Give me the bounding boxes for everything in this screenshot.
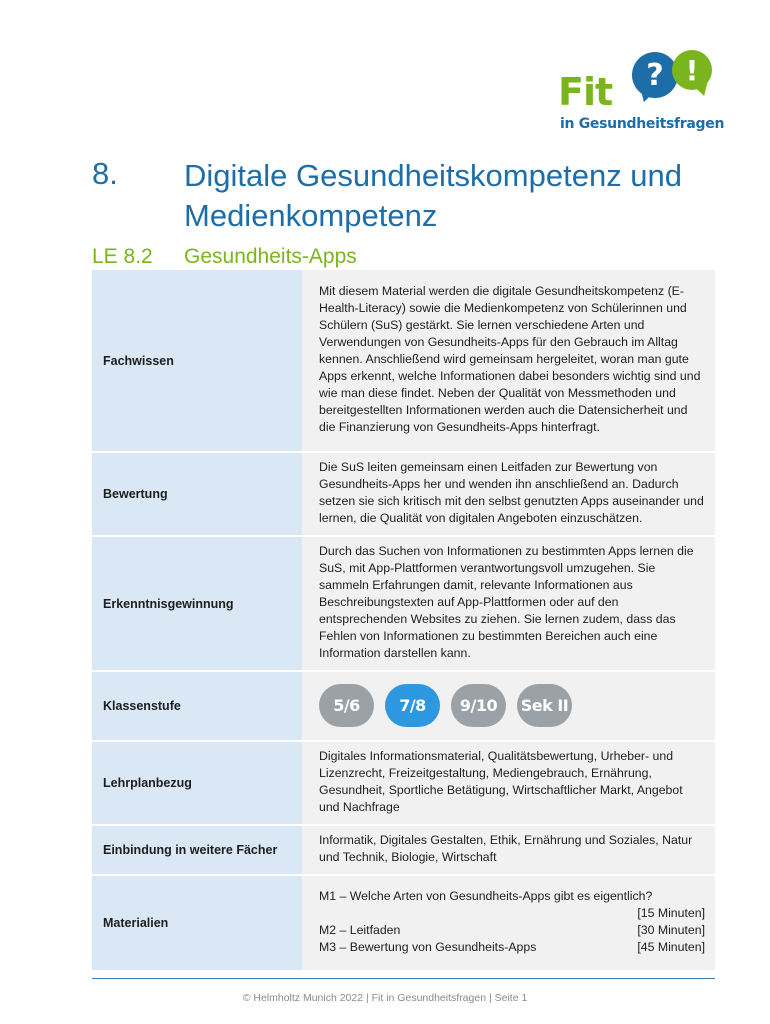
material-m3-time: [45 Minuten] [637,940,705,954]
logo-tagline: in Gesundheitsfragen [560,116,725,132]
row-label: Bewertung [92,452,302,536]
grade-pills [319,679,705,732]
logo-brand: Fit [558,70,613,114]
row-lehrplanbezug [92,741,715,825]
row-value [302,875,715,971]
row-label: Lehrplanbezug [92,741,302,825]
row-klassenstufe [92,671,715,741]
row-value [302,452,715,536]
row-label: Fachwissen [92,270,302,452]
row-label: Erkenntnisgewinnung [92,536,302,671]
row-value [302,825,715,875]
chapter-number: 8. [92,156,118,191]
bewertung-text: Die SuS leiten gemeinsam einen Leitfaden zur Bewertung von Gesundheits-Apps her und wenden ihn anschließend an. Dadurch setzen sie sich kritisch mit den selbst genutzten Apps auseinander und lernen, die Qualität von digitalen Angeboten einzuschätzen. [319,460,704,525]
chapter-title-line2: Medienkompetenz [184,198,438,233]
row-value [302,270,715,452]
chapter-title-line1: Digitale Gesundheitskompetenz und [184,158,683,193]
info-table [92,270,715,972]
page-footer: © Helmholtz Munich 2022 | Fit in Gesundheitsfragen | Seite 1 [242,992,528,1004]
question-mark: ? [646,57,664,93]
row-bewertung [92,452,715,536]
row-label: Klassenstufe [92,671,302,741]
row-label: Materialien [92,875,302,971]
footer-rule [92,978,715,979]
row-label: Einbindung in weitere Fächer [92,825,302,875]
unit-title: Gesundheits-Apps [184,245,357,268]
row-value [302,741,715,825]
row-fachwissen [92,270,715,452]
material-m3: M3 – Bewertung von Gesundheits-Apps [319,940,537,954]
fachwissen-text: Mit diesem Material werden die digitale Gesundheitskompetenz (E-Health-Literacy) sowie die Medienkompetenz von Schülerinnen und Schülern (SuS) gestärkt. Sie lernen verschiedene Arten und Verwendungen von Gesundheits-Apps für den Gebrauch im Alltag kennen. Anschließend wird gemeinsam hergeleitet, woran man gute Apps erkennt, welche Informationen dabei besonders wichtig sind und wie man diese findet. Neben der Qualität von Messmethoden und bereitgestellten Informationen werden auch die Datensicherheit und die Finanzierung von Gesundheits-Apps hinterfragt. [319,284,701,434]
chapter-title [184,156,744,236]
material-m2: M2 – Leitfaden [319,923,401,937]
row-value [302,671,715,741]
material-m2-row [319,922,705,939]
exclamation-mark: ! [685,53,699,87]
unit-number: LE 8.2 [92,245,153,268]
lehrplan-text: Digitales Informationsmaterial, Qualitätsbewertung, Urheber- und Lizenzrecht, Freizeitgestaltung, Mediengebrauch, Ernährung, Gesundheit, Sportliche Betätigung, Wirtschaftlicher Markt, Angebot und Nachfrage [319,749,683,814]
logo [558,48,728,138]
grade-pill-7-8-active: 7/8 [385,684,440,727]
row-erkenntnisgewinnung [92,536,715,671]
material-m1: M1 – Welche Arten von Gesundheits-Apps gibt es eigentlich? [319,889,653,903]
grade-pill-9-10: 9/10 [451,684,506,727]
material-m3-row [319,939,705,956]
grade-pill-5-6: 5/6 [319,684,374,727]
row-materialien [92,875,715,971]
material-m1-time: [15 Minuten] [637,906,705,920]
row-faecher [92,825,715,875]
faecher-text: Informatik, Digitales Gestalten, Ethik, Ernährung und Soziales, Natur und Technik, Biologie, Wirtschaft [319,833,693,864]
row-value [302,536,715,671]
erkenntnis-text: Durch das Suchen von Informationen zu bestimmten Apps lernen die SuS, mit App-Plattformen verantwortungsvoll umzugehen. Sie sammeln Erfahrungen damit, relevante Informationen aus Beschreibungstexten auf App-Plattformen oder auf den entsprechenden Websites zu ziehen. Sie lernen zudem, dass das Fehlen von Informationen zu bestimmten Bereichen auch eine Information darstellen kann. [319,544,694,660]
material-m2-time: [30 Minuten] [637,923,705,937]
grade-pill-sek-ii: Sek II [517,684,572,727]
